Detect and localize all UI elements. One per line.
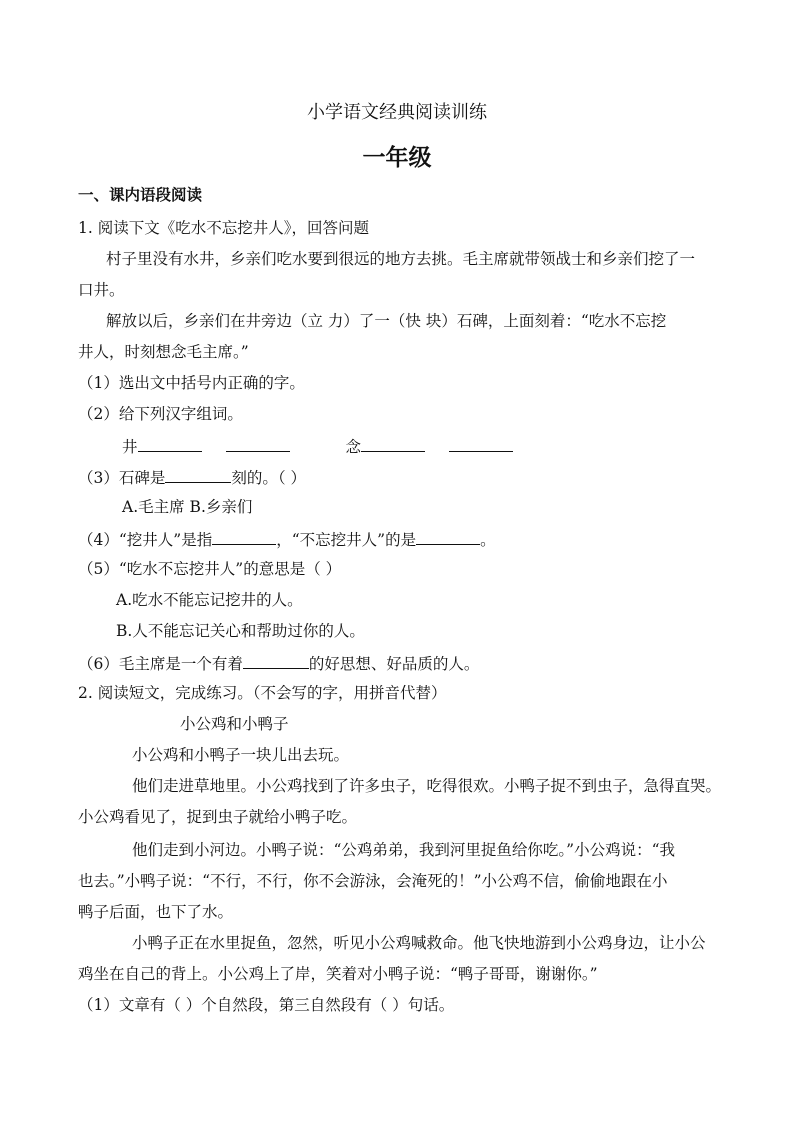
story-line: 他们走进草地里。小公鸡找到了许多虫子，吃得很欢。小鸭子捉不到虫子，急得直哭。 xyxy=(132,777,722,795)
subquestion-1-5-option-b: B.人不能忘记关心和帮助过你的人。 xyxy=(116,622,365,640)
story-line: 他们走到小河边。小鸭子说：“公鸡弟弟，我到河里捉鱼给你吃。”小公鸡说：“我 xyxy=(132,841,676,859)
question-1-prompt: 1. 阅读下文《吃水不忘挖井人》，回答问题 xyxy=(78,219,369,237)
answer-blank[interactable] xyxy=(165,466,231,483)
answer-blank[interactable] xyxy=(361,435,425,452)
word-char-jing: 井 xyxy=(122,438,138,456)
answer-blank[interactable] xyxy=(449,435,513,452)
subquestion-2-1: （1）文章有（ ）个自然段，第三自然段有（ ）句话。 xyxy=(78,996,455,1014)
subquestion-1-6: （6）毛主席是一个有着 的好思想、好品质的人。 xyxy=(78,652,479,674)
story-line: 也去。”小鸭子说：“不行，不行，你不会游泳，会淹死的！”小公鸡不信，偷偷地跟在小 xyxy=(78,872,668,890)
subquestion-1-5-option-a: A.吃水不能忘记挖井的人。 xyxy=(116,591,303,609)
answer-blank[interactable] xyxy=(243,652,309,669)
answer-blank[interactable] xyxy=(416,528,480,545)
answer-blank[interactable] xyxy=(138,435,202,452)
subquestion-1-2: （2）给下列汉字组词。 xyxy=(78,405,243,423)
subquestion-1-3: （3）石碑是 刻的。（ ） xyxy=(78,466,306,488)
question-2-prompt: 2. 阅读短文，完成练习。（不会写的字，用拼音代替） xyxy=(78,684,447,702)
answer-blank[interactable] xyxy=(212,528,276,545)
story-line: 鸭子后面，也下了水。 xyxy=(78,903,234,921)
story-title: 小公鸡和小鸭子 xyxy=(180,715,289,733)
subquestion-1-5: （5）“吃水不忘挖井人”的意思是（ ） xyxy=(78,560,342,578)
story-line: 小公鸡看见了，捉到虫子就给小鸭子吃。 xyxy=(78,808,358,826)
story-line: 小鸭子正在水里捉鱼，忽然，听见小公鸡喊救命。他飞快地游到小公鸡身边，让小公 xyxy=(132,934,706,952)
story-line: 小公鸡和小鸭子一块儿出去玩。 xyxy=(132,746,350,764)
subquestion-1-3-options: A.毛主席 B.乡亲们 xyxy=(122,498,253,516)
section-heading: 一、课内语段阅读 xyxy=(78,185,203,204)
word-building-row xyxy=(122,435,513,457)
grade-heading: 一年级 xyxy=(362,144,432,171)
subquestion-1-1: （1）选出文中括号内正确的字。 xyxy=(78,374,305,392)
answer-blank[interactable] xyxy=(226,435,290,452)
story-line: 鸡坐在自己的背上。小公鸡上了岸，笑着对小鸭子说：“鸭子哥哥，谢谢你。” xyxy=(78,965,598,983)
word-char-nian: 念 xyxy=(345,438,362,456)
passage-1-line: 井人，时刻想念毛主席。” xyxy=(78,343,249,361)
passage-1-line: 解放以后，乡亲们在井旁边（立 力）了一（快 块）石碑，上面刻着：“吃水不忘挖 xyxy=(106,312,667,330)
passage-1-line: 口井。 xyxy=(78,281,125,299)
subquestion-1-4: （4）“挖井人”是指 ，“不忘挖井人”的是 。 xyxy=(78,528,496,550)
passage-1-line: 村子里没有水井，乡亲们吃水要到很远的地方去挑。毛主席就带领战士和乡亲们挖了一 xyxy=(106,250,696,268)
worksheet-title: 小学语文经典阅读训练 xyxy=(307,102,487,123)
